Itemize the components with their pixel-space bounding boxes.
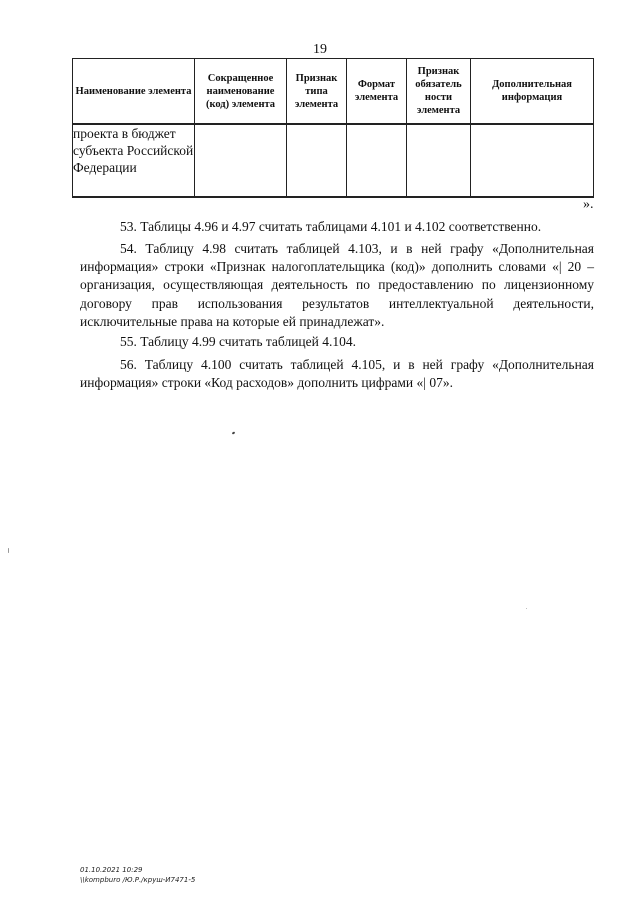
scan-speck (8, 548, 9, 553)
header-element-name: Наименование элемента (73, 59, 195, 125)
table-header-row (73, 59, 594, 125)
header-element-type: Признак типа элемента (287, 59, 347, 125)
header-short-name-code: Сокращенное наименование (код) элемента (195, 59, 287, 125)
scan-speck (526, 608, 527, 609)
scan-speck (232, 431, 236, 434)
paragraph-56: 56. Таблицу 4.100 считать таблицей 4.105, и в ней графу «Дополнительная информация» строки «Код расходов» дополнить цифрами «| 07». (80, 357, 594, 391)
paragraph-55: 55. Таблицу 4.99 считать таблицей 4.104. (120, 334, 356, 349)
closing-quote: ». (583, 197, 594, 212)
cell-mandatory-flag (407, 124, 471, 197)
header-mandatory-flag: Признак обязатель ности элемента (407, 59, 471, 125)
cell-short-name-code (195, 124, 287, 197)
cell-element-name: проекта в бюджет субъекта Российской Федерации (73, 124, 195, 197)
header-element-format: Формат элемента (347, 59, 407, 125)
footer-file-path: \\kompburo /Ю.Р./круш-И7471-5 (80, 875, 196, 884)
cell-element-type (287, 124, 347, 197)
page-number: 19 (313, 42, 327, 57)
footer-stamp (80, 866, 195, 885)
footer-timestamp: 01.10.2021 10:29 (80, 866, 143, 874)
cell-additional-info (471, 124, 594, 197)
table-row (73, 124, 594, 197)
paragraph-53: 53. Таблицы 4.96 и 4.97 считать таблицами 4.101 и 4.102 соответственно. (120, 219, 542, 234)
elements-table (72, 58, 594, 198)
cell-element-format (347, 124, 407, 197)
paragraph-54: 54. Таблицу 4.98 считать таблицей 4.103, и в ней графу «Дополнительная информация» строки «Признак налогоплательщика (код)» дополнить словами «| 20 – организация, осуществляющая деятельность по предоставлению по лицензионному договору прав использования результатов интеллектуальной деятельности, исключительные права на которые ей принадлежат». (80, 241, 594, 329)
header-additional-info: Дополнительная информация (471, 59, 594, 125)
